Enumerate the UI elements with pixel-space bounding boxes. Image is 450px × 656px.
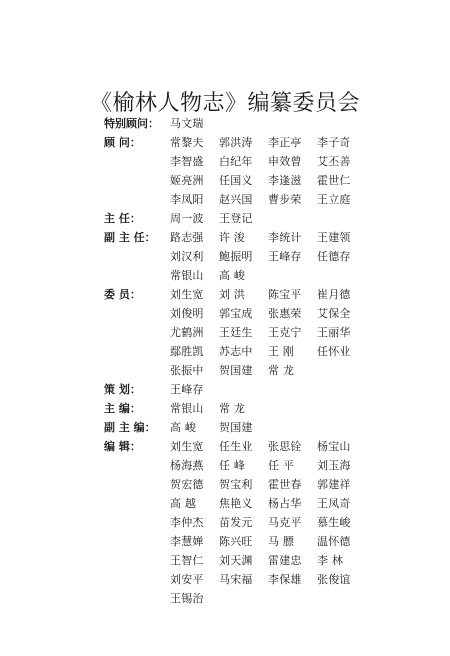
member-name: 鄢胜凯	[170, 345, 204, 358]
member-name: 温怀德	[317, 535, 351, 548]
member-name: 刘天渊	[219, 554, 253, 567]
member-name: 马宋福	[219, 573, 253, 586]
member-name: 王丽华	[317, 326, 351, 339]
member-name: 崔月德	[317, 288, 351, 301]
member-name: 李正亭	[268, 136, 302, 149]
committee-roster	[104, 114, 434, 608]
member-name: 王锡治	[170, 592, 204, 605]
role-label: 主 编：	[104, 402, 141, 415]
member-name: 李智盛	[170, 155, 204, 168]
roster-section	[104, 418, 434, 437]
member-name: 王智仁	[170, 554, 204, 567]
role-label: 主 任：	[104, 212, 141, 225]
member-name: 张俊谊	[317, 573, 351, 586]
member-name: 高 峻	[170, 421, 197, 434]
member-name: 常银山	[170, 269, 204, 282]
role-label: 策 划：	[104, 383, 141, 396]
member-names	[170, 228, 434, 285]
member-name: 艾丕善	[317, 155, 351, 168]
member-name: 王 刚	[268, 345, 295, 358]
member-name: 常 龙	[219, 402, 246, 415]
member-name: 王建领	[317, 231, 351, 244]
member-name: 曹步荣	[268, 193, 302, 206]
roster-section	[104, 399, 434, 418]
member-name: 马克平	[268, 516, 302, 529]
member-name: 王立庭	[317, 193, 351, 206]
member-name: 高 峻	[219, 269, 246, 282]
member-name: 杨宝山	[317, 440, 351, 453]
member-name: 路志强	[170, 231, 204, 244]
member-name: 马文瑞	[170, 117, 204, 130]
member-name: 李保雄	[268, 573, 302, 586]
role-label: 副 主 任：	[104, 231, 156, 244]
member-name: 刘玉海	[317, 459, 351, 472]
member-names	[170, 285, 434, 380]
roster-section	[104, 380, 434, 399]
member-name: 张振中	[170, 364, 204, 377]
roster-section	[104, 228, 434, 285]
member-name: 王登记	[219, 212, 253, 225]
member-name: 申效曾	[268, 155, 302, 168]
member-name: 任怀业	[317, 345, 351, 358]
roster-section	[104, 114, 434, 133]
member-names	[170, 437, 434, 608]
member-name: 李子奇	[317, 136, 351, 149]
roster-section	[104, 437, 434, 608]
member-name: 贺宏德	[170, 478, 204, 491]
role-label: 副 主 编：	[104, 421, 156, 434]
member-names	[170, 418, 434, 437]
member-name: 尤鹤洲	[170, 326, 204, 339]
member-name: 李仲杰	[170, 516, 204, 529]
member-name: 郭洪涛	[219, 136, 253, 149]
member-name: 李慧婵	[170, 535, 204, 548]
member-names	[170, 399, 434, 418]
member-name: 任 峰	[219, 459, 246, 472]
member-name: 白纪年	[219, 155, 253, 168]
member-name: 霍世春	[268, 478, 302, 491]
member-name: 王峰存	[170, 383, 204, 396]
roster-section	[104, 209, 434, 228]
member-name: 常黎夫	[170, 136, 204, 149]
member-name: 王凤奇	[317, 497, 351, 510]
member-name: 霍世仁	[317, 174, 351, 187]
member-name: 刘俊明	[170, 307, 204, 320]
member-name: 王峰存	[268, 250, 302, 263]
roster-section	[104, 133, 434, 209]
member-names	[170, 380, 434, 399]
member-name: 王克宁	[268, 326, 302, 339]
member-name: 张惠荣	[268, 307, 302, 320]
member-name: 杨海燕	[170, 459, 204, 472]
member-names	[170, 133, 434, 209]
member-name: 马 膘	[268, 535, 295, 548]
member-name: 苗发元	[219, 516, 253, 529]
member-name: 任国义	[219, 174, 253, 187]
member-name: 赵兴国	[219, 193, 253, 206]
member-name: 贺国建	[219, 421, 253, 434]
member-name: 常 龙	[268, 364, 295, 377]
member-name: 陈宝平	[268, 288, 302, 301]
member-name: 郭宝成	[219, 307, 253, 320]
member-name: 李逢滋	[268, 174, 302, 187]
member-name: 刘汉利	[170, 250, 204, 263]
member-name: 杨占华	[268, 497, 302, 510]
member-name: 周一波	[170, 212, 204, 225]
member-name: 贺国建	[219, 364, 253, 377]
member-name: 刘生宽	[170, 288, 204, 301]
role-label: 编 辑：	[104, 440, 141, 453]
member-name: 陈兴旺	[219, 535, 253, 548]
member-name: 慕生峻	[317, 516, 351, 529]
member-name: 李 林	[317, 554, 344, 567]
role-label: 委 员：	[104, 288, 141, 301]
roster-section	[104, 285, 434, 380]
member-name: 刘安平	[170, 573, 204, 586]
role-label: 顾 问：	[104, 136, 141, 149]
member-name: 李凤阳	[170, 193, 204, 206]
member-name: 焦艳义	[219, 497, 253, 510]
member-name: 李统计	[268, 231, 302, 244]
member-name: 许 浚	[219, 231, 246, 244]
member-names	[170, 209, 434, 228]
page-title: 《榆林人物志》编纂委员会	[89, 91, 360, 116]
member-name: 艾保全	[317, 307, 351, 320]
role-label: 特别顾问：	[104, 117, 159, 130]
member-name: 雷建忠	[268, 554, 302, 567]
member-name: 任 平	[268, 459, 295, 472]
member-name: 张思铨	[268, 440, 302, 453]
member-name: 任生业	[219, 440, 253, 453]
member-name: 王廷生	[219, 326, 253, 339]
member-name: 鲍振明	[219, 250, 253, 263]
member-name: 刘 洪	[219, 288, 246, 301]
member-name: 高 越	[170, 497, 197, 510]
member-name: 郭建祥	[317, 478, 351, 491]
member-name: 苏志中	[219, 345, 253, 358]
member-names	[170, 114, 434, 133]
member-name: 贺宝利	[219, 478, 253, 491]
member-name: 常银山	[170, 402, 204, 415]
member-name: 任德存	[317, 250, 351, 263]
member-name: 姬亮洲	[170, 174, 204, 187]
member-name: 刘生宽	[170, 440, 204, 453]
